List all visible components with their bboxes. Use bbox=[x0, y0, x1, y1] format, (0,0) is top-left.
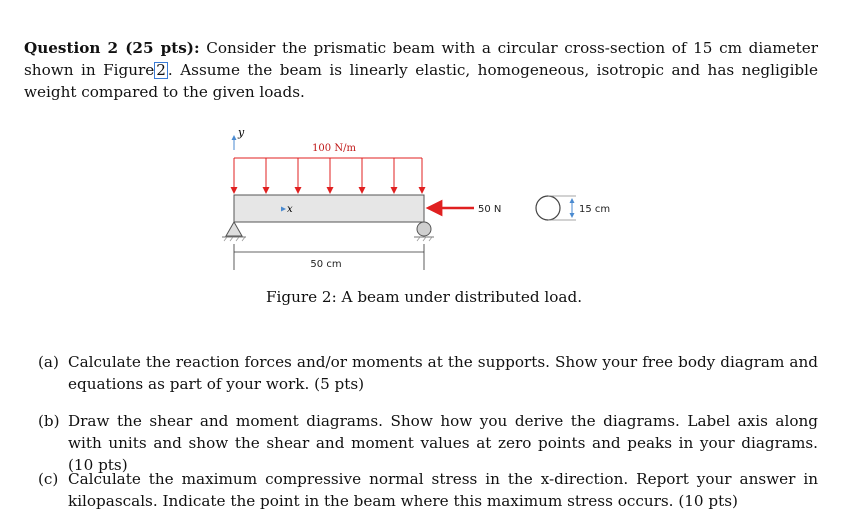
part-b bbox=[24, 410, 818, 476]
length-dimension bbox=[234, 244, 424, 270]
diameter-label: 15 cm bbox=[579, 204, 611, 215]
point-load bbox=[428, 204, 501, 215]
part-c-text: Calculate the maximum compressive normal stress in the x-direction. Report your answer in kilopascals. Indicate the point in the beam where this maximum stress occurs. (10 pts) bbox=[68, 470, 818, 510]
pin-support bbox=[222, 222, 246, 241]
question-heading: Question 2 (25 pts): bbox=[24, 39, 200, 57]
part-c-label: (c) bbox=[38, 470, 59, 488]
roller-support bbox=[414, 222, 434, 241]
question-intro-text-b: . Assume the beam is linearly elastic, homogeneous, isotropic and has negligible weight compared to the given loads. bbox=[24, 61, 818, 101]
distributed-load bbox=[234, 143, 422, 193]
question-intro-text-a: Consider the prismatic beam with a circular cross-section of 15 cm diameter shown in Figure bbox=[24, 39, 819, 79]
figure-reference-link[interactable]: 2 bbox=[156, 61, 166, 79]
length-label: 50 cm bbox=[310, 259, 342, 270]
x-axis-label: x bbox=[287, 204, 293, 215]
y-axis-label: y bbox=[238, 126, 245, 139]
cross-section bbox=[536, 196, 610, 220]
question-intro bbox=[24, 37, 818, 103]
part-c bbox=[24, 468, 818, 512]
distributed-load-label: 100 N/m bbox=[312, 143, 356, 154]
part-a bbox=[24, 351, 818, 395]
y-axis bbox=[234, 126, 245, 150]
point-load-label: 50 N bbox=[478, 204, 502, 215]
part-a-label: (a) bbox=[38, 353, 59, 371]
part-b-label: (b) bbox=[38, 412, 60, 430]
beam bbox=[234, 195, 424, 222]
beam-figure bbox=[0, 120, 848, 285]
figure-caption: Figure 2: A beam under distributed load. bbox=[265, 288, 583, 306]
part-a-text: Calculate the reaction forces and/or moments at the supports. Show your free body diagram and equations as part of your work. (5 pts) bbox=[68, 353, 818, 393]
part-b-text: Draw the shear and moment diagrams. Show how you derive the diagrams. Label axis along with units and show the shear and moment values at zero points and peaks in your diagrams. (10 pts) bbox=[68, 412, 818, 474]
